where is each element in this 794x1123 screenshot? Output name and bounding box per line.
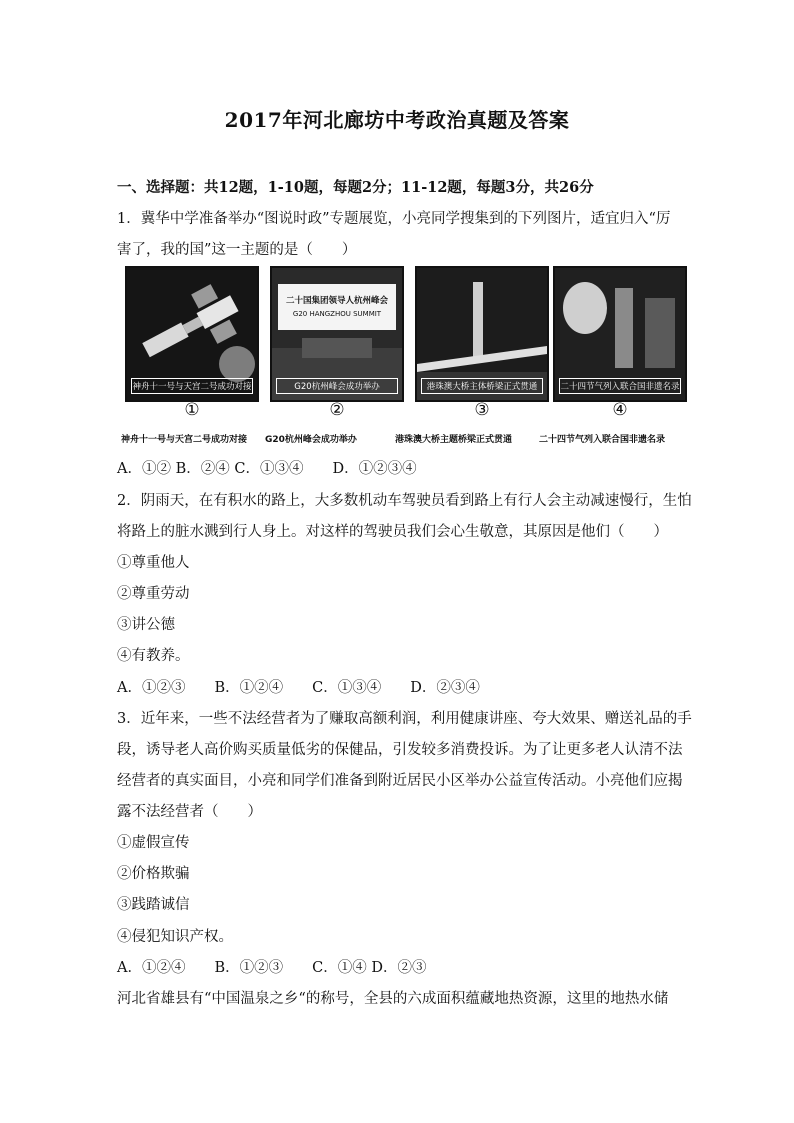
figure-4 [553,266,687,426]
figure-4-caption: 二十四节气列入联合国非遗名录 [539,435,666,445]
question-2-options: A．①②③ B．①②④ C．①③④ D．②③④ [117,680,480,696]
question-3-item-2: ②价格欺骗 [117,866,190,882]
figure-2 [270,266,404,426]
question-1-options: A．①② B．②④ C．①③④ D．①②③④ [117,461,417,477]
question-3-item-1: ①虚假宣传 [117,835,190,851]
question-2-line-2: 将路上的脏水溅到行人身上。对这样的驾驶员我们会心生敬意，其原因是他们（ ） [117,524,668,540]
figure-2-caption: G20杭州峰会成功举办 [265,435,357,445]
section-heading: 一、选择题：共12题，1-10题，每题2分；11-12题，每题3分，共26分 [117,179,594,196]
question-2-item-4: ④有教养。 [117,648,190,664]
g20-banner-chinese: 二十国集团领导人杭州峰会 [285,296,388,306]
question-3-line-2: 段，诱导老人高价购买质量低劣的保健品，引发较多消费投诉。为了让更多老人认清不法 [117,742,683,758]
g20-banner-english: G20 HANGZHOU SUMMIT [292,310,382,318]
question-1-line-2: 害了，我的国”这一主题的是（ ） [117,242,357,258]
figure-3-caption: 港珠澳大桥主题桥梁正式贯通 [395,435,513,445]
figure-4-inner-caption: 二十四节气列入联合国非遗名录 [559,378,681,394]
question-2-item-1: ①尊重他人 [117,555,190,571]
question-2-item-2: ②尊重劳动 [117,586,190,602]
figure-3 [415,266,549,426]
question-4-line-1: 河北省雄县有“中国温泉之乡“的称号，全县的六成面积蕴藏地热资源，这里的地热水储 [117,991,669,1007]
page-title: 2017年河北廊坊中考政治真题及答案 [224,108,570,132]
question-3-options: A．①②④ B．①②③ C．①④ D．②③ [117,960,427,976]
figure-1-inner-caption: 神舟十一号与天宫二号成功对接 [131,378,253,394]
question-3-line-4: 露不法经营者（ ） [117,804,262,820]
figure-3-number: ③ [474,400,490,420]
figure-3-inner-caption: 港珠澳大桥主体桥梁正式贯通 [421,378,543,394]
figure-1-number: ① [184,400,200,420]
figure-2-inner-caption: G20杭州峰会成功举办 [276,378,398,394]
question-2-item-3: ③讲公德 [117,617,175,633]
figure-3-image [415,266,549,402]
g20-banner [278,284,396,330]
question-1-line-1: 1．冀华中学准备举办“图说时政”专题展览，小亮同学搜集到的下列图片，适宜归入“厉 [117,211,671,227]
figure-2-image [270,266,404,402]
question-3-line-3: 经营者的真实面目，小亮和同学们准备到附近居民小区举办公益宣传活动。小亮他们应揭 [117,773,683,789]
figure-4-number: ④ [612,400,628,420]
question-3-item-4: ④侵犯知识产权。 [117,929,233,945]
figure-1-caption: 神舟十一号与天宫二号成功对接 [121,435,248,445]
question-1-figures [117,266,687,426]
figure-1-image [125,266,259,402]
figure-2-number: ② [329,400,345,420]
figure-4-image [553,266,687,402]
figure-1 [125,266,259,426]
question-3-line-1: 3．近年来，一些不法经营者为了赚取高额利润，利用健康讲座、夸大效果、赠送礼品的手 [117,711,692,727]
question-3-item-3: ③践踏诚信 [117,897,190,913]
question-2-line-1: 2．阴雨天，在有积水的路上，大多数机动车驾驶员看到路上有行人会主动减速慢行，生怕 [117,493,692,509]
